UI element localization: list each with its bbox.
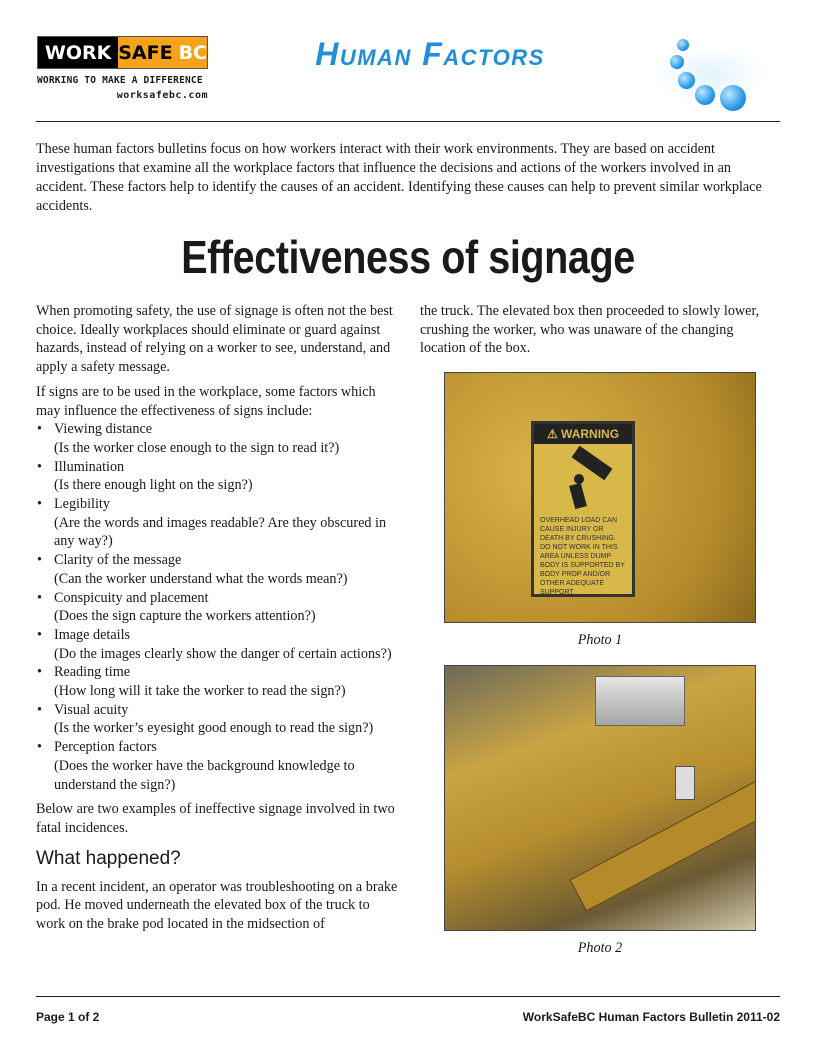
factor-name: • Illumination	[54, 458, 125, 475]
page-number: Page 1 of 2	[36, 1010, 100, 1024]
page-title: Effectiveness of signage	[181, 231, 635, 283]
factor-item	[36, 551, 401, 588]
paragraph: If signs are to be used in the workplace, some factors which may influence the effectiveness of signs include:	[36, 383, 376, 419]
photo-1-caption: Photo 1	[577, 632, 623, 648]
factor-item	[36, 738, 401, 794]
warning-sign-heading: ⚠ WARNING	[534, 424, 632, 444]
factor-name: • Conspicuity and placement	[54, 589, 209, 606]
paragraph: When promoting safety, the use of signage is often not the best choice. Ideally workplaces should eliminate or guard against hazards, instead of relying on a worker to see, understand, and apply a safety message.	[36, 303, 393, 376]
section-heading: What happened?	[36, 847, 181, 869]
factor-item	[36, 458, 401, 495]
factor-item	[36, 701, 401, 738]
factor-name: • Clarity of the message	[54, 552, 182, 569]
factor-name: • Reading time	[54, 664, 131, 681]
factor-question: (Does the sign capture the workers attention?)	[54, 608, 316, 625]
header-divider	[36, 121, 780, 122]
factor-question: (Is the worker’s eyesight good enough to read the sign?)	[54, 720, 374, 737]
factor-question: (Does the worker have the background knowledge to understand the sign?)	[54, 757, 355, 793]
bulletin-id: WorkSafeBC Human Factors Bulletin 2011-02	[522, 1010, 780, 1024]
paragraph: Below are two examples of ineffective signage involved in two fatal incidences.	[36, 801, 395, 836]
factor-question: (Is there enough light on the sign?)	[54, 477, 253, 494]
footer-divider	[36, 996, 780, 997]
tagline: WORKING TO MAKE A DIFFERENCE	[37, 75, 203, 86]
series-title: Human Factors	[315, 36, 545, 72]
factor-question: (Is the worker close enough to the sign to read it?)	[54, 439, 340, 456]
factor-name: • Viewing distance	[54, 421, 153, 438]
warning-sign-text: OVERHEAD LOAD CAN CAUSE INJURY OR DEATH BY CRUSHING. DO NOT WORK IN THIS AREA UNLESS DUMP BODY IS SUPPORTED BY BODY PROP AND/OR OTHER ADEQUATE SUPPORT	[540, 517, 625, 596]
warning-label: WARNING	[561, 427, 620, 441]
factor-question: (Are the words and images readable? Are they obscured in any way?)	[54, 514, 387, 550]
factor-item	[36, 663, 401, 700]
website-url: worksafebc.com	[116, 90, 208, 101]
factor-item	[36, 626, 401, 663]
intro-paragraph: These human factors bulletins focus on how workers interact with their work environments. They are based on accident investigations that examine all the workplace factors that influence the decisions and actions of the workers involved in an accident. These factors help to identify the causes of an accident. Identifying these causes can help to prevent similar workplace accidents.	[36, 141, 762, 214]
paragraph: In a recent incident, an operator was troubleshooting on a brake pod. He moved underneath the elevated box of the truck to work on the brake pod located in the midsection of	[36, 878, 398, 933]
right-column	[420, 302, 782, 358]
left-column	[36, 302, 401, 940]
factor-question: (How long will it take the worker to read the sign?)	[54, 683, 346, 700]
crush-pictogram-icon	[534, 444, 632, 514]
logo-safe-bc	[118, 37, 207, 68]
logo-bc: BC	[178, 41, 207, 64]
photo-1-warning-sign	[444, 372, 756, 623]
worksafebc-logo	[37, 36, 208, 69]
factor-name: • Visual acuity	[54, 701, 129, 718]
warning-sign	[531, 421, 635, 597]
bubbles-decoration	[640, 25, 790, 120]
photo-2-caption: Photo 2	[577, 940, 623, 956]
paragraph: the truck. The elevated box then proceeded to slowly lower, crushing the worker, who was unaware of the changing location of the box.	[420, 303, 760, 357]
logo-safe: SAFE	[118, 41, 173, 64]
logo-work: WORK	[38, 37, 118, 68]
photo-2-truck	[444, 665, 756, 931]
factor-name: • Image details	[54, 626, 131, 643]
factor-item	[36, 420, 401, 457]
factor-question: (Can the worker understand what the words mean?)	[54, 570, 348, 587]
factor-question: (Do the images clearly show the danger of certain actions?)	[54, 645, 392, 662]
factor-name: • Legibility	[54, 496, 110, 513]
factor-item	[36, 495, 401, 551]
factor-name: • Perception factors	[54, 739, 157, 756]
factors-list	[36, 420, 401, 794]
factor-item	[36, 589, 401, 626]
